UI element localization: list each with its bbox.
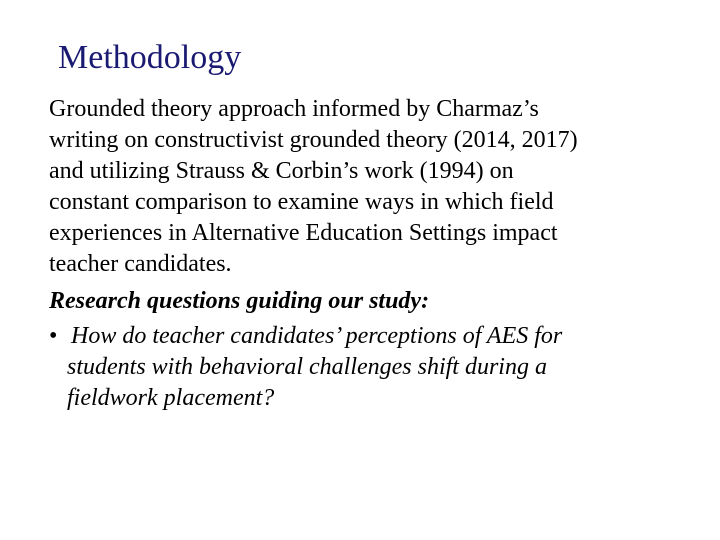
paragraph-line: constant comparison to examine ways in which field [49,189,554,215]
bullet-line: How do teacher candidates’ perceptions of AES for [65,323,563,349]
paragraph-line: writing on constructivist grounded theory (2014, 2017) [49,127,578,153]
paragraph-line: experiences in Alternative Education Settings impact [49,220,558,246]
bullet-line: fieldwork placement? [67,385,275,411]
slide-body [49,94,709,414]
paragraph-line: teacher candidates. [49,251,232,277]
research-question-text [65,321,709,414]
bullet-icon: • [49,323,58,349]
research-questions-heading: Research questions guiding our study: [49,288,430,314]
research-question-bullet [49,321,709,414]
slide-title: Methodology [58,39,242,76]
methodology-paragraph [49,94,709,280]
paragraph-line: Grounded theory approach informed by Charmaz’s [49,96,539,122]
bullet-line: students with behavioral challenges shift during a [67,354,547,380]
paragraph-line: and utilizing Strauss & Corbin’s work (1994) on [49,158,514,184]
